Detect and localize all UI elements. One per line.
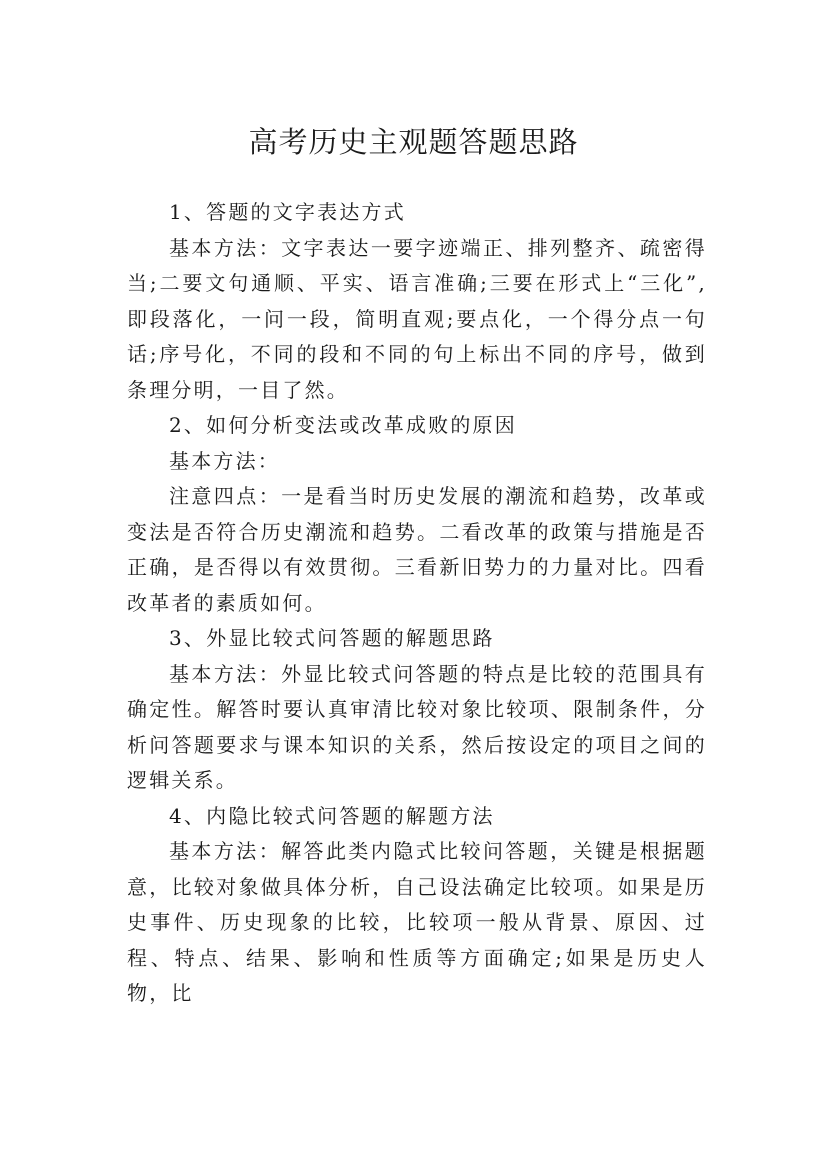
section-heading-1: 1、答题的文字表达方式 xyxy=(169,200,406,224)
section-2-paragraph: 注意四点：一是看当时历史发展的潮流和趋势，改革或变法是否符合历史潮流和趋势。二看改革的政策与措施是否正确，是否得以有效贯彻。三看新旧势力的力量对比。四看改革者的素质如何。 xyxy=(127,484,707,615)
section-2-method-label: 基本方法： xyxy=(169,448,280,473)
section-heading-4: 4、内隐比较式问答题的解题方法 xyxy=(169,803,495,828)
section-4-paragraph: 基本方法：解答此类内隐式比较问答题，关键是根据题意，比较对象做具体分析，自己设法确定比较项。如果是历史事件、历史现象的比较，比较项一般从背景、原因、过程、特点、结果、影响和性质等方面确定;如果是历史人物，比 xyxy=(127,839,707,1005)
document-title: 高考历史主观题答题思路 xyxy=(248,125,579,160)
section-heading-2: 2、如何分析变法或改革成败的原因 xyxy=(169,413,517,437)
section-heading-3: 3、外显比较式问答题的解题思路 xyxy=(169,626,495,650)
section-1-paragraph: 基本方法：文字表达一要字迹端正、排列整齐、疏密得当;二要文句通顺、平实、语言准确;三要在形式上“三化”,即段落化，一问一段，简明直观;要点化，一个得分点一句话;序号化，不同的段和不同的句上标出不同的序号，做到条理分明，一目了然。 xyxy=(127,235,707,402)
document-body xyxy=(127,195,707,1012)
section-3-paragraph: 基本方法：外显比较式问答题的特点是比较的范围具有确定性。解答时要认真审清比较对象比较项、限制条件，分析问答题要求与课本知识的关系，然后按设定的项目之间的逻辑关系。 xyxy=(127,661,707,792)
